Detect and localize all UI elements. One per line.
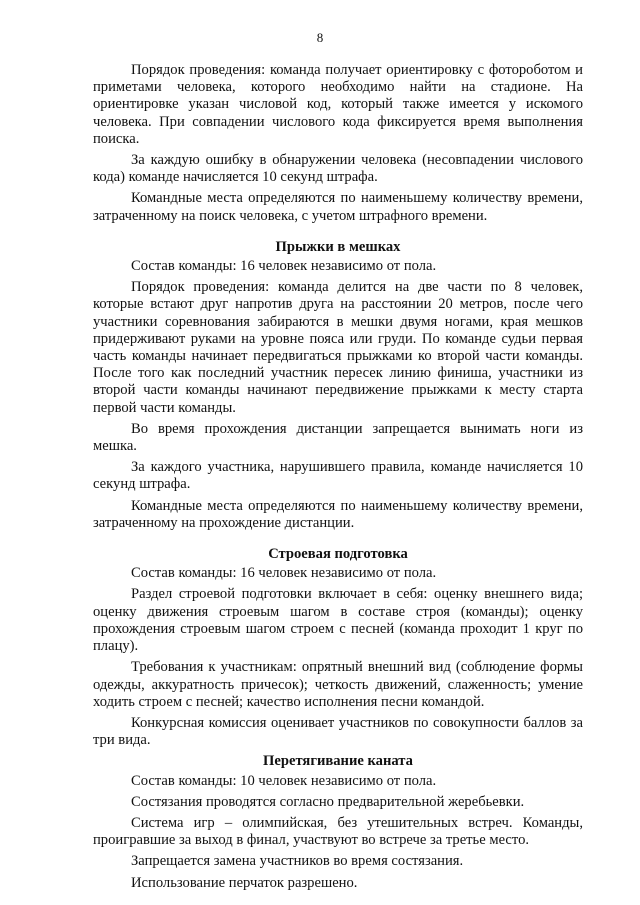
tug-paragraph: Запрещается замена участников во время состязания. <box>131 853 464 870</box>
drill-paragraph: Раздел строевой подготовки включает в себя: оценку внешнего вида; оценку движения строевым шагом в составе строя (команды); оценку прохождения строевым шагом строем с песней (команда проходит 1 круг по плацу). <box>93 586 583 655</box>
drill-paragraph: Требования к участникам: опрятный внешний вид (соблюдение формы одежды, аккуратность причесок); четкость движений, слаженность; умение ходить строем с песней; качество исполнения песни командой. <box>93 659 583 710</box>
drill-paragraph: Конкурсная комиссия оценивает участников по совокупности баллов за три вида. <box>93 714 583 749</box>
sacks-paragraph: За каждого участника, нарушившего правила, команде начисляется 10 секунд штрафа. <box>93 459 583 493</box>
sacks-paragraph: Командные места определяются по наименьшему количеству времени, затраченному на прохождение дистанции. <box>93 497 583 531</box>
tug-paragraph: Состязания проводятся согласно предварительной жеребьевки. <box>131 793 525 810</box>
tug-paragraph: Использование перчаток разрешено. <box>131 874 358 891</box>
document-body <box>93 62 583 896</box>
sacks-paragraph: Состав команды: 16 человек независимо от пола. <box>131 258 437 275</box>
section-heading-drill: Строевая подготовка <box>268 546 408 563</box>
section-heading-sacks: Прыжки в мешках <box>275 238 401 255</box>
sacks-paragraph: Во время прохождения дистанции запрещается вынимать ноги из мешка. <box>93 420 583 455</box>
tug-paragraph: Система игр – олимпийская, без утешительных встреч. Команды, проигравшие за выход в финал, участвуют во встрече за третье место. <box>93 814 583 849</box>
drill-paragraph: Состав команды: 16 человек независимо от пола. <box>131 565 437 582</box>
tug-paragraph: Состав команды: 10 человек независимо от пола. <box>131 772 437 789</box>
page-number: 8 <box>316 30 324 45</box>
section-heading-tug: Перетягивание каната <box>263 753 413 770</box>
intro-paragraph: Порядок проведения: команда получает ориентировку с фотороботом и приметами человека, которого необходимо найти на стадионе. На ориентировке указан числовой код, который также имеется у искомого человека. При совпадении числового кода фиксируется время выполнения поиска. <box>93 62 583 147</box>
sacks-paragraph: Порядок проведения: команда делится на две части по 8 человек, которые встают друг напротив друга на расстоянии 20 метров, после чего участники соревнования забираются в мешки двумя ногами, края мешков придерживают руками на уровне пояса или груди. По команде судьи первая часть команды начинает передвигаться прыжками ко второй части команды. После того как последний участник пересек линию финиша, участники из второй части команды начинают передвижение прыжками к месту старта первой части команды. <box>93 279 583 416</box>
intro-paragraph: За каждую ошибку в обнаружении человека (несовпадении числового кода) команде начисляется 10 секунд штрафа. <box>93 152 583 186</box>
intro-paragraph: Командные места определяются по наименьшему количеству времени, затраченному на поиск человека, с учетом штрафного времени. <box>93 190 583 224</box>
